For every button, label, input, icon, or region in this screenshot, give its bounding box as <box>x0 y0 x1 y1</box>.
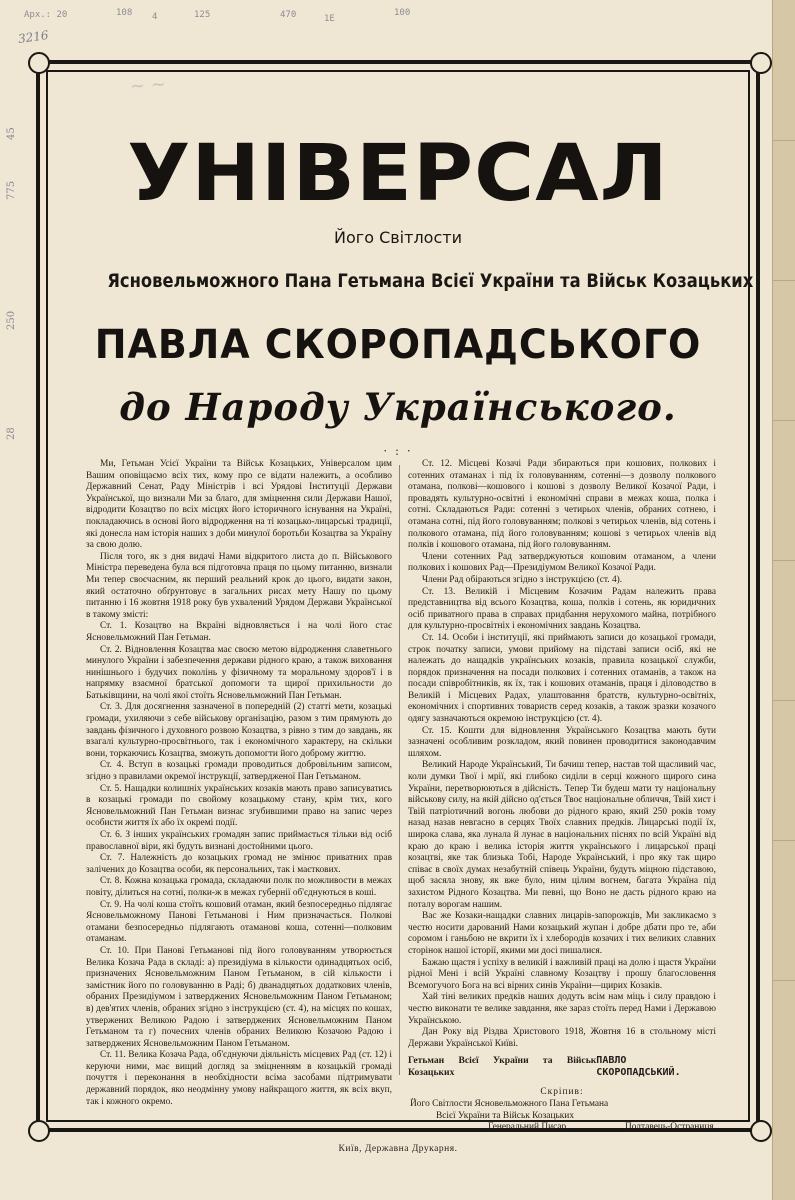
paragraph: Ст. 2. Відновлення Козацтва має своєю метою відродження славетнього минулого України і забезпечення держави рідного краю, а також виховання нинішнього і будучих поколінь у фізичному та моральному здоров'ї і в напрямку взаємної братської допомоги та щирої прихильности до Батьківщини, на чолі якої стоїть Ясновельможний Пан Гетьман. <box>86 644 392 701</box>
countersign-signer <box>408 1122 716 1134</box>
divider-ornament: · : · <box>383 444 413 458</box>
paragraph: Ст. 8. Кожна козацька громада, складаючи полк по можливости в межах повіту, ділиться на сотні, полки-ж в межах губернії об'єднуються в коші. <box>86 876 392 898</box>
corner-ornament <box>750 52 772 74</box>
archive-note: 100 <box>394 8 411 18</box>
signature-title: Гетьман Всієї України та Військ Козацьких <box>408 1055 597 1078</box>
paragraph: Після того, як з дня видачі Нами відкритого листа до п. Військового Міністра переведена була вся підготовча праця по цьому питанню, визнали Ми тепер своєчасним, як перший реальний крок до цього, видати закон, який остаточно обґрунтовує в загальних рисах мету Нашу по цьому питанню і 16 жовтня 1918 року був ухвалений Урядом Держави Української в такому змісті: <box>86 551 392 620</box>
archive-note: 1Е <box>324 14 335 24</box>
paragraph: Бажаю щастя і успіху в великій і важливій праці на долю і щастя України рідної Мені і всій Україні славному Козацтву і прошу благословення Всемогучого Бога на всі вірних синів України—щирих Козаків. <box>408 957 716 991</box>
paragraph: Ст. 14. Особи і інституції, які приймають записи до козацької громади, строк початку записи, умови прийому на підставі записи осіб, які не належать до нащадків українських козаків, правила козацької служби, порядок призначення на посади полкових і сотенних отаманів, а також на посади співробітників, як їх, так і кошових отаманів, праця і діловодство в Великій і Місцевих Радах, улаштовання братств, культурно-освітніх, економічних і спортивних товариств серед козаків, а також зразки козачого одягу зазначаються окремою інструкцією (ст. 4). <box>408 632 716 725</box>
paragraph: Ст. 3. Для досягнення зазначеної в попередній (2) статті мети, козацькі громади, ухиляючи з себе військову організацію, разом з тим прямують до завдань фізичного і духовного розвою Козацтва, з рівно з тим до завдань, як взагалі культурно-просвітнього, так і економічного характеру, на скільки вони, торкаючись Козацтва, зможуть допомогти його доброму життю. <box>86 702 392 759</box>
paragraph: Ст. 11. Велика Козача Рада, об'єднуючи діяльність місцевих Рад (ст. 12) і керуючи ними, має вищий догляд за зміцненням в козацькій громаді почуття і переконання в необхідности всіма засобами підтримувати державний порядок, яко неодмінну умову найкращого життя, як всіх вкуп, так і кожного окремо. <box>86 1050 392 1107</box>
countersign-name: Полтавець-Остраниця. <box>624 1122 716 1133</box>
left-text-column <box>86 459 392 1108</box>
paragraph: Члени Рад обіраються згідно з інструкцією (ст. 4). <box>422 574 623 585</box>
paragraph: Ст. 7. Належність до козацьких громад не змінює приватних прав залічених до Козацтва особи, як персональних, так і маєткових. <box>86 853 392 875</box>
signature-name: ПАВЛО СКОРОПАДСЬКИЙ. <box>596 1055 681 1078</box>
side-archive-marks <box>2 100 32 500</box>
archive-note: 125 <box>194 10 211 20</box>
addressee-line: до Народу Українського. <box>119 385 677 429</box>
backing-strip <box>772 0 795 1200</box>
document-title: УНІВЕРСАЛ <box>127 129 669 219</box>
paragraph: Ст. 10. При Панові Гетьманові під його головуванням утворюється Велика Козача Рада в складі: а) президіума в кількости одинадцятьох осіб, призначених Ясновельможним Паном Гетьманом, в сій кількости і замістник його по головуванню в Раді; б) дванадцятьох додаткових членів, обраних Президіумом і затверджених Ясновельможним Паном Гетьманом; в) дев'ятих членів, обраних згідно з інструкцією (ст. 4), на місцях по кошах, утвержених Великою Радою і затверджених Ясновельможним Паном Гетьманом та г) почесних членів обраних Великою Козачою Радою і затверджених Ясновельможним Паном Гетьманом. <box>86 945 392 1049</box>
paragraph: Хай тіні великих предків наших додуть всім нам міць і силу правдою і честю виконати те велике завдання, яке зараз стоїть перед Нами і Державою Українською. <box>408 992 716 1026</box>
paragraph: Ст. 1. Козацтво на Вкраїні відновляється і на чолі його стає Ясновельможний Пан Гетьман. <box>86 621 392 643</box>
paragraph: Ст. 13. Великій і Місцевим Козачим Радам належить права представництва від всього Козацтва, коша, полків і сотень, як юридичних осіб приватного права в справах придбання нерухомого майна, потрібного для культурно-просвітніх і економічних завдань Козацтва. <box>408 586 716 632</box>
subtitle-honorific: Його Світлости <box>334 228 462 247</box>
countersign-line: Всієї України та Військ Козацьких <box>436 1110 575 1121</box>
subtitle-full-title: Ясновельможного Пана Гетьмана Всієї України та Військ Козацьких <box>107 270 754 292</box>
faint-scribble: ~ ~ <box>129 73 167 98</box>
side-mark: 775 <box>6 180 17 200</box>
paragraph: Ст. 15. Кошти для відновлення Українського Козацтва мають бути зазначені особливим розкладом, який повинен проводитися законодавчим шляхом. <box>408 725 716 759</box>
paragraph: Дан Року від Різдва Христового 1918, Жовтня 16 в стольному місті Держави Української Київі. <box>408 1027 716 1049</box>
column-divider <box>399 465 400 1075</box>
archive-note: Арх.: 20 <box>24 10 68 20</box>
countersign-heading: Скріпив: <box>540 1087 584 1098</box>
paragraph: Ст. 5. Нащадки колишніх українських козаків мають право записуватись в козацькі громади по свойому козацькому стану, крім тих, кого Ясновельможний Пан Гетьман визнає згубившими право на запис через особисти життя їх або їх окремі події. <box>86 783 392 829</box>
side-mark: 28 <box>6 427 17 440</box>
paragraph: Великий Народе Український, Ти бачиш тепер, настав той щасливий час, коли думки Твої і мрії, які глибоко сиділи в серці кожного щирого сина України, перетворюються в дійсність. Тепер Ти будеш мати ту національну військову силу, на якій дійсно од'ється Твоє національне обличчя, Твій хист і Твій патріотичний вогонь любови до рідного краю, який 250 років тому назад назав невгасно в серцях Твоїх славних предків. Лицарські події їх, широка слава, яка лунала й лунає в національних піснях по всій Україні від краю до краю і велика історія життя українського і лицарської праці козацтві, яке так близька Тобі, Народе Український, і про яку так щиро співає в своїх думах незабутній співець України, будуть міцною підставою, щоб засяла знову, як вже було, ним цілим вогнем, багата Україна під захистом Рідного Козацтва. Ми певні, що Воно не дасть рідного краю на поталу ворогам нашим. <box>408 760 716 910</box>
printer-imprint: Київ, Державна Друкарня. <box>338 1144 458 1154</box>
side-mark: 250 <box>6 310 17 330</box>
paragraph: Ст. 4. Вступ в козацькі громади проводиться добровільним записом, згідно з правилами окремої інструкції, затвердженої Пан Гетьманом. <box>86 760 392 783</box>
paragraph: Ст. 12. Місцеві Козачі Ради збираються при кошових, полкових і сотенних отаманах і під їх головуванням, сотенні—з дозволу полкового отамана, полкові—кошового і кошові з дозволу Великої Козачої Ради, і провадять культурно-освітні і економічні справи в межах коша, полка і сотні. Складаються Ради: сотенні з четирьох членів, обраних сотнею, і отамана сотні, під його головуванням; полкові з четирьох членів, від сотень і полкового отамана, під його головуванням; кошові з четирьох членів від полків і кошового отамана, під його головуванням. <box>408 459 716 551</box>
countersign-line: Його Світлости Ясновельможного Пана Гетьмана <box>410 1099 609 1110</box>
archive-code: 3216 <box>17 27 50 47</box>
side-mark: 45 <box>6 127 17 140</box>
archive-note: 108 <box>116 8 133 18</box>
right-text-column <box>408 459 716 1134</box>
signature-block <box>408 1055 716 1134</box>
countersign-role: Генеральний Писар <box>488 1122 567 1133</box>
paragraph: Ми, Гетьман Усієї України та Військ Козацьких, Універсалом цим Вашим оповіщаємо всіх тих, кому про се відати належить, а особливо Державний Сенат, Раду Міністрів і всі Урядові Інституції Держави Української, що визнали Ми за благо, для зміцнення сили Держави Нашої, відродити Козацтво по всіх місцях його історичного існування на Україні, покладаючись в основі його відродження на ті козацько-лицарські традиції, які донесла нам історія наших з доби минулої боротьби Козацтва за Україну за свою долю. <box>86 459 392 551</box>
hetman-name: ПАВЛА СКОРОПАДСЬКОГО <box>94 322 702 368</box>
paragraph: Ст. 9. На чолі коша стоїть кошовий отаман, який безпосередньо підлягає Ясновельможному Панові Гетьманові і Ним призначається. Полкові отамани безпосередньо підлягають отаманові коша, сотенні—полковим отаманам. <box>86 899 392 945</box>
paragraph: Ст. 6. З інших українських громадян запис приймається тільки від осіб православної віри, які будуть визнані достойними цього. <box>86 830 392 852</box>
corner-ornament <box>28 1120 50 1142</box>
archive-note: 4 <box>152 12 158 22</box>
corner-ornament <box>28 52 50 74</box>
paragraph: Вас же Козаки-нащадки славних лицарів-запорожців, Ми закликаємо з честю носити дарований Нами козацький жупан і добре дбати про те, аби соромом і ганьбою не вкрити їх і хлебородів козачих і тих великих славних сторінок нашої історії, якими ми досі пишалися. <box>408 911 716 956</box>
corner-ornament <box>750 1120 772 1142</box>
archive-pencil-notes <box>24 6 584 56</box>
paragraph: Члени сотенних Рад затверджуються кошовим отаманом, а члени полкових і кошових Рад—Президіумом Великої Козачої Ради. <box>408 551 716 574</box>
archive-note: 470 <box>280 10 297 20</box>
